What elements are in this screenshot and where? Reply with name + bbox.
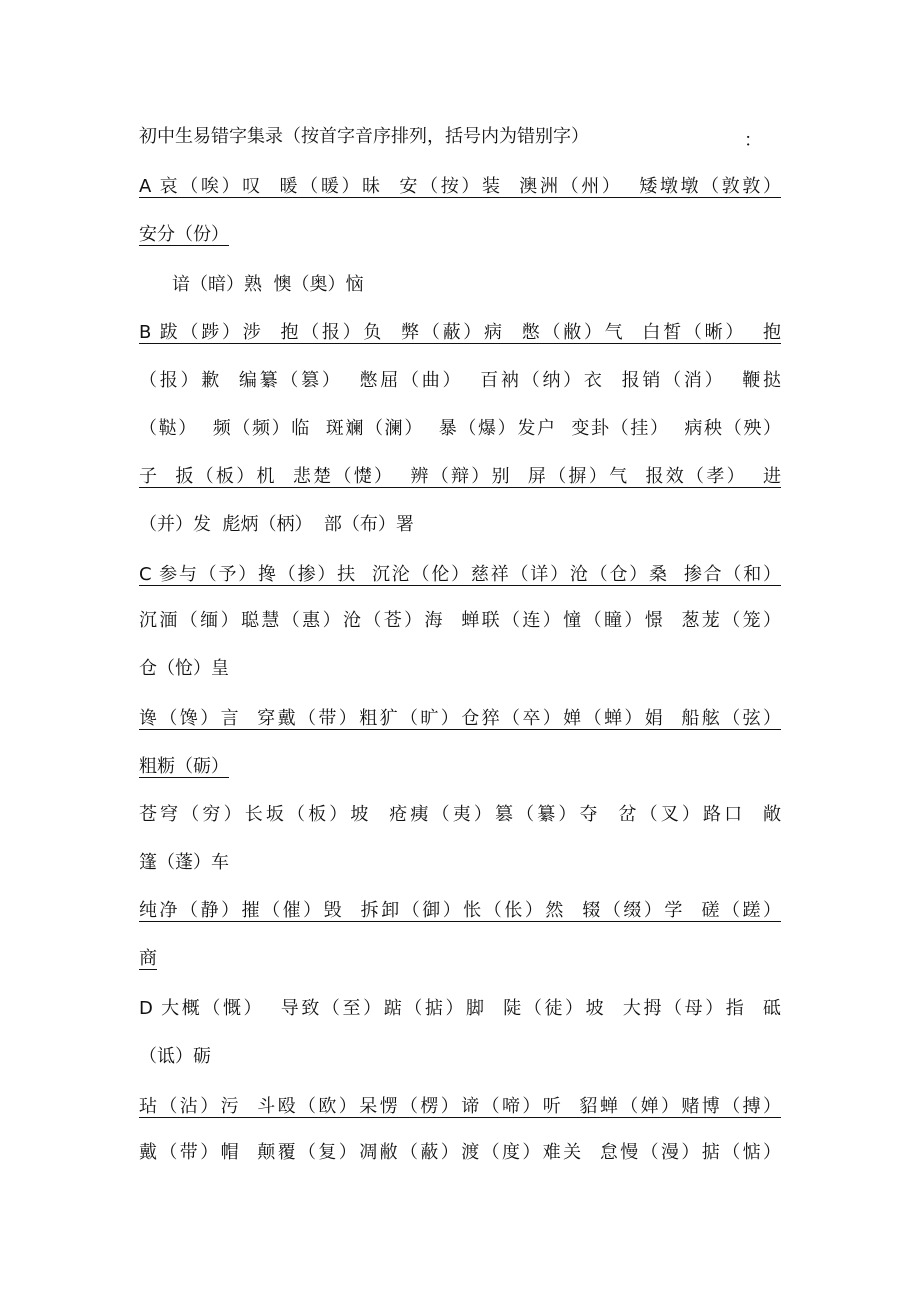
entry-line: 仓（怆）皇	[139, 658, 229, 679]
entry-line: 篷（蓬）车	[139, 852, 229, 873]
entry-line: 玷（沾）污 斗殴（欧）呆愣（楞）谛（啼）听 貂蝉（婵）赌博（搏）	[139, 1096, 781, 1117]
entry-line: 沉湎（缅）聪慧（惠）沧（苍）海 蝉联（连）憧（瞳）憬 葱茏（笼）	[139, 610, 781, 631]
entry-line: A 哀（唉）叹 暖（暖）昧 安（按）装 澳洲（州） 矮墩墩（敦敦）	[139, 176, 781, 197]
entry-line: 粗粝（砺）	[139, 756, 229, 777]
entry-line: 子 扳（板）机 悲楚（憷） 辨（辩）别 屏（摒）气 报效（孝） 进	[139, 466, 781, 487]
entry-line: C 参与（予）搀（掺）扶 沉沦（伦）慈祥（详）沧（仓）桑 掺合（和）	[139, 564, 781, 585]
entry-line: （鞑） 频（频）临 斑斓（澜） 暴（爆）发户 变卦（挂） 病秧（殃）	[139, 418, 781, 439]
entry-line: D 大概（慨） 导致（至）踮（掂）脚 陡（徒）坡 大拇（母）指 砥	[139, 998, 781, 1019]
entry-line: B 跋（踄）涉 抱（报）负 弊（蔽）病 憋（敝）气 白皙（晰） 抱	[139, 322, 781, 343]
entry-line: 商	[139, 948, 157, 969]
entry-line: （报）歉 编纂（篡） 憋屈（曲） 百衲（纳）衣 报销（消） 鞭挞	[139, 370, 781, 391]
entry-line: 纯净（静）摧（催）毁 拆卸（御）怅（伥）然 辍（缀）学 磋（蹉）	[139, 900, 781, 921]
title-colon: ：	[744, 130, 762, 151]
page-title: 初中生易错字集录（按首字音序排列，括号内为错别字）	[139, 126, 589, 147]
entry-line: 谙（暗）熟 懊（奥）恼	[172, 274, 364, 295]
entry-line: （并）发 彪炳（柄） 部（布）署	[139, 514, 414, 535]
entry-line: 谗（馋）言 穿戴（带）粗犷（旷）仓猝（卒）婵（蝉）娟 船舷（弦）	[139, 708, 781, 729]
entry-line: 苍穹（穷）长坂（板）坡 疮痍（夷）篡（纂）夺 岔（叉）路口 敞	[139, 804, 781, 825]
entry-line: 戴（带）帽 颠覆（复）凋敝（蔽）渡（度）难关 怠慢（漫）掂（惦）	[139, 1142, 781, 1163]
entry-line: 安分（份）	[139, 224, 229, 245]
entry-line: （诋）砺	[139, 1046, 211, 1067]
